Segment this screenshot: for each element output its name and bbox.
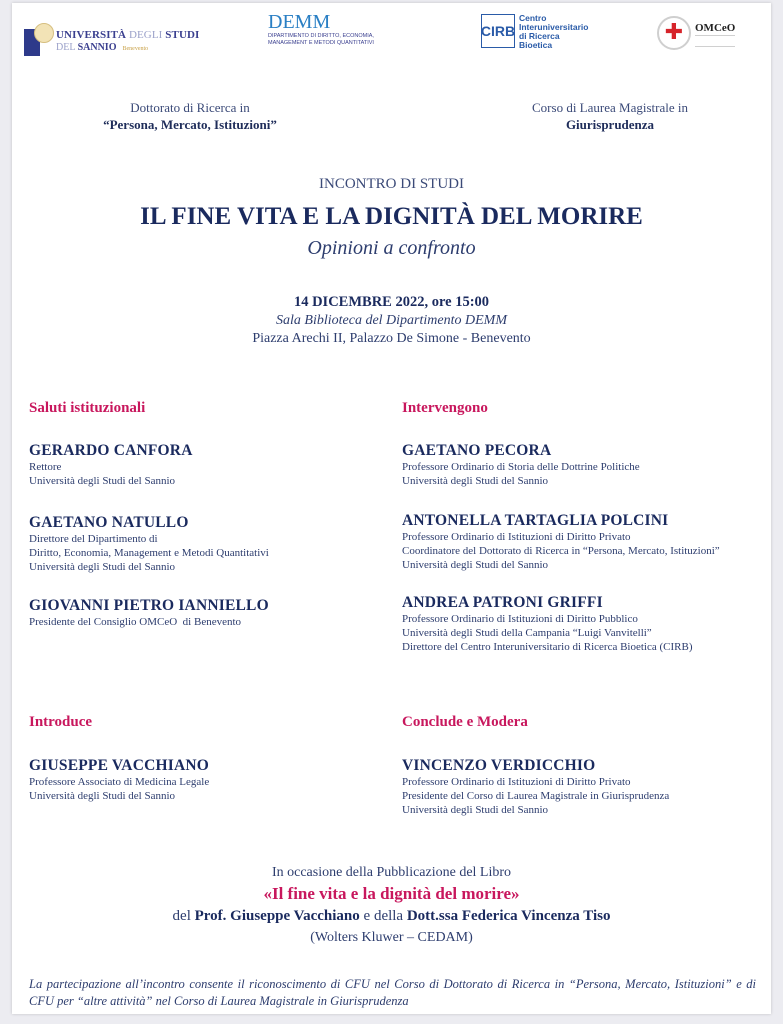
book-publisher: (Wolters Kluwer – CEDAM) [310,930,473,945]
speaker-role: Coordinatore del Dottorato di Ricerca in “Persona, Mercato, Istituzioni” [402,545,720,557]
speaker-affiliation: Università degli Studi del Sannio [29,561,176,573]
speaker-entry [402,594,693,654]
section-title-conclude: Conclude e Modera [402,714,528,730]
speaker-role: Direttore del Centro Interuniversitario di Ricerca Bioetica (CIRB) [402,641,693,653]
speaker-affiliation: Università degli Studi del Sannio [29,475,176,487]
cirb-line: Interuniversitario [519,22,589,32]
event-title: IL FINE VITA E LA DIGNITÀ DEL MORIRE [140,203,643,230]
event-kicker: INCONTRO DI STUDI [319,176,464,192]
speaker-affiliation: Università degli Studi della Campania “Luigi Vanvitelli” [402,627,652,639]
speaker-entry [402,442,640,488]
section-title-introduce: Introduce [29,714,93,730]
speaker-role: Professore Ordinario di Storia delle Dottrine Politiche [402,461,640,473]
speaker-entry [29,597,269,629]
book-authors-prefix: del [172,908,191,924]
unisannio-word-degli: DEGLI [128,29,163,41]
poster-sheet [12,3,771,1014]
event-address: Piazza Arechi II, Palazzo De Simone - Benevento [252,331,531,346]
speaker-role: Diritto, Economia, Management e Metodi Quantitativi [29,547,269,559]
program-degree-name: Giurisprudenza [565,117,655,132]
unisannio-logo-line1 [56,29,199,41]
unisannio-word-del: DEL [56,42,76,53]
speaker-entry [29,442,193,488]
book-authors-connector: e della [363,908,404,924]
speaker-entry [402,757,669,817]
unisannio-word-universita: UNIVERSITÀ [56,29,127,41]
speaker-name: ANTONELLA TARTAGLIA POLCINI [402,512,669,529]
speaker-name: GIUSEPPE VACCHIANO [29,757,210,774]
section-title-saluti: Saluti istituzionali [29,400,146,416]
cirb-line: di Ricerca [519,31,560,41]
speaker-name: GAETANO NATULLO [29,514,189,531]
speaker-affiliation: Università degli Studi del Sannio [402,804,549,816]
speaker-name: GERARDO CANFORA [29,442,193,459]
omceo-logo-subtext [695,35,735,47]
program-degree [470,99,750,133]
book-authors [0,908,783,925]
speaker-name: VINCENZO VERDICCHIO [402,757,596,774]
cirb-logo-text [519,14,588,50]
speaker-name: ANDREA PATRONI GRIFFI [402,594,603,611]
speaker-role: Direttore del Dipartimento di [29,533,158,545]
event-venue: Sala Biblioteca del Dipartimento DEMM [276,313,507,328]
omceo-medical-cross-icon: ✚ [657,16,691,50]
program-doctorate [50,99,330,133]
speaker-role: Professore Associato di Medicina Legale [29,776,210,788]
cirb-mark-icon: CIRB [481,14,515,48]
speaker-role: Professore Ordinario di Istituzioni di Diritto Privato [402,531,631,543]
speaker-affiliation: Università degli Studi del Sannio [402,475,549,487]
event-subtitle: Opinioni a confronto [307,237,476,259]
unisannio-word-benevento: Benevento [122,46,149,52]
speaker-name: GAETANO PECORA [402,442,552,459]
program-doctorate-name: “Persona, Mercato, Istituzioni” [103,117,277,132]
book-intro: In occasione della Pubblicazione del Libro [271,865,512,880]
university-seal-icon [34,23,54,43]
demm-logo [268,12,398,47]
program-doctorate-line1: Dottorato di Ricerca in [130,100,250,115]
speaker-entry [29,514,269,574]
program-degree-line1: Corso di Laurea Magistrale in [532,100,688,115]
speaker-role: Rettore [29,461,62,473]
speaker-affiliation: Università degli Studi del Sannio [402,559,549,571]
unisannio-logo-line2 [56,42,148,53]
book-author-2: Dott.ssa Federica Vincenza Tiso [406,908,611,924]
speaker-entry [29,757,209,803]
unisannio-word-studi: STUDI [165,29,200,41]
speaker-role: Presidente del Consiglio OMCeO di Benevento [29,616,242,628]
speaker-name: GIOVANNI PIETRO IANNIELLO [29,597,269,614]
event-date: 14 DICEMBRE 2022, ore 15:00 [293,294,490,310]
unisannio-word-sannio: SANNIO [77,42,117,53]
cirb-line: Bioetica [519,40,553,50]
unisannio-logo [12,11,200,57]
demm-logo-title: DEMM [268,11,331,33]
book-author-1: Prof. Giuseppe Vacchiano [194,908,360,924]
section-title-intervengono: Intervengono [402,400,488,416]
cfu-footnote: La partecipazione all’incontro consente il riconoscimento di CFU nel Corso di Dottorato di Ricerca in “Persona, Mercato, Istituzioni” e di CFU per “altre attività” nel Corso di Laurea Magistrale in Giurisprudenza [29,977,756,1008]
speaker-entry [402,512,720,572]
speaker-role: Presidente del Corso di Laurea Magistrale in Giurisprudenza [402,790,670,802]
cirb-line: Centro [519,13,547,23]
speaker-affiliation: Università degli Studi del Sannio [29,790,176,802]
speaker-role: Professore Ordinario di Istituzioni di Diritto Pubblico [402,613,638,625]
speaker-role: Professore Ordinario di Istituzioni di Diritto Privato [402,776,631,788]
omceo-logo-name: OMCeO [695,22,736,34]
book-title: «Il fine vita e la dignità del morire» [263,884,520,903]
demm-logo-subtitle: DIPARTIMENTO DI DIRITTO, ECONOMIA, MANAGEMENT E METODI QUANTITATIVI [268,33,374,46]
